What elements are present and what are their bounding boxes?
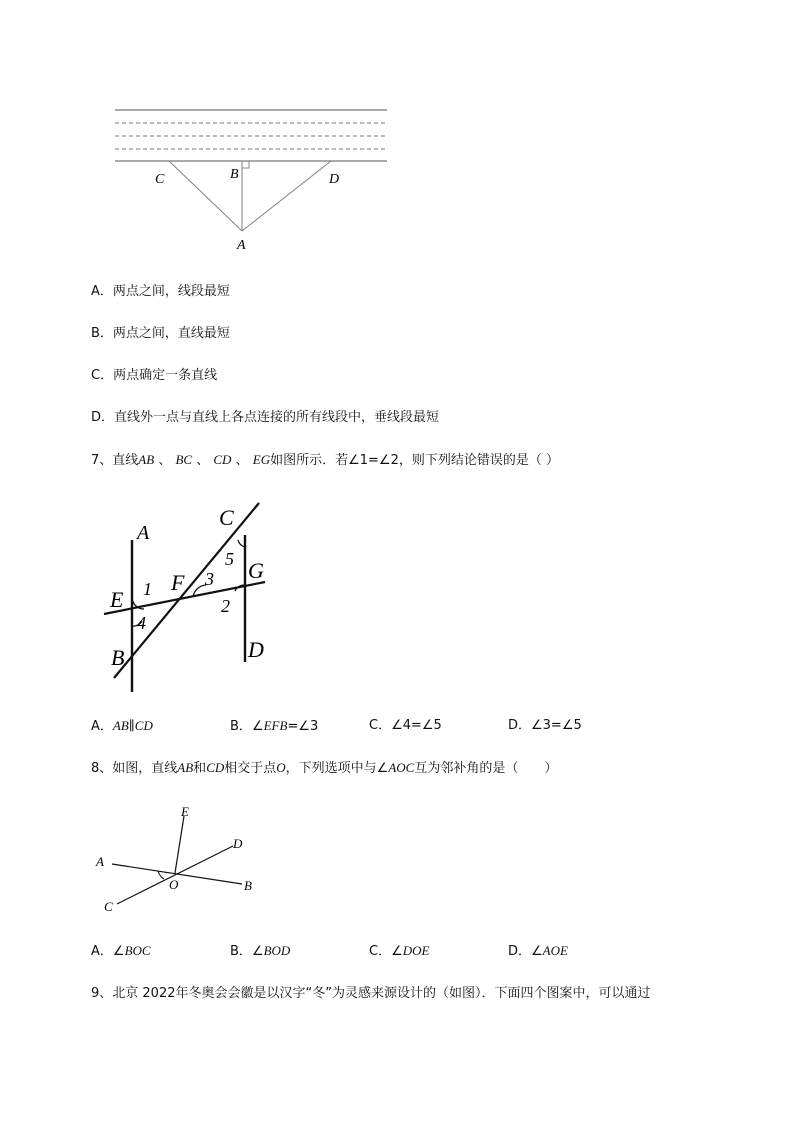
q7-stem (91, 451, 559, 470)
q8-option-a (91, 942, 151, 961)
fig1-label-d: D (329, 172, 340, 187)
q7-fig-angle-3: 3 (205, 569, 214, 589)
fig1-label-b: B (230, 167, 239, 182)
q7-sep: 、 (196, 453, 210, 468)
q8-fig-label-a: A (96, 854, 104, 869)
q8-math-aoc: AOC (388, 760, 415, 775)
q8-option-a-prefix: A．∠ (91, 944, 125, 959)
q8-stem (91, 759, 557, 778)
q7-line-bc: BC (175, 452, 193, 467)
q8-fig-label-d: D (233, 836, 243, 851)
q8-text-5: 互为邻补角的是（ ） (414, 761, 558, 776)
q7-option-b-math: EFB (263, 718, 288, 733)
q7-fig-label-f: F (171, 570, 185, 595)
q7-line-cd: CD (213, 452, 232, 467)
q6-option-c: C．两点确定一条直线 (91, 368, 218, 383)
q7-prefix: 7、直线 (91, 453, 139, 468)
q8-option-d-prefix: D．∠ (508, 944, 543, 959)
q7-suffix: 如图所示．若∠1=∠2，则下列结论错误的是（ ） (270, 453, 559, 468)
q7-line-eg: EG (252, 452, 271, 467)
q7-fig-label-b: B (111, 645, 125, 670)
q7-option-a-math: AB∥CD (112, 718, 153, 733)
q8-option-c-prefix: C．∠ (369, 944, 403, 959)
q8-option-c-math: DOE (402, 943, 430, 958)
q7-option-d: D．∠3=∠5 (508, 718, 582, 733)
q8-fig-label-e: E (181, 804, 189, 819)
q8-fig-label-c: C (104, 899, 113, 914)
q8-option-b-math: BOD (263, 943, 291, 958)
q7-option-a (91, 717, 153, 736)
q8-math-o: O (276, 760, 286, 775)
q7-option-b-prefix: B．∠ (230, 719, 264, 734)
q6-option-a: A．两点之间，线段最短 (91, 284, 230, 299)
q8-math-cd: CD (206, 760, 225, 775)
fig1-label-a: A (237, 238, 246, 253)
q8-text-4: ，下列选项中与∠ (285, 761, 389, 776)
q7-fig-angle-5: 5 (225, 549, 234, 569)
q8-text-1: 8、如图，直线 (91, 761, 178, 776)
q9-stem: 9、北京 2022年冬奥会会徽是以汉字“冬”为灵感来源设计的（如图）．下面四个图案中，可以通过 (91, 986, 651, 1001)
q8-option-b (230, 942, 290, 961)
q7-fig-label-d: D (248, 637, 264, 662)
q7-option-c: C．∠4=∠5 (369, 718, 442, 733)
q8-option-b-prefix: B．∠ (230, 944, 264, 959)
q8-fig-label-o: O (169, 877, 179, 892)
fig1-label-c: C (155, 172, 165, 187)
q8-fig-label-b: B (244, 878, 252, 893)
q8-text-2: 和 (193, 761, 207, 776)
q7-line-ab: AB (138, 452, 155, 467)
q7-fig-label-e: E (110, 587, 124, 612)
q6-option-d: D．直线外一点与直线上各点连接的所有线段中，垂线段最短 (91, 410, 440, 425)
q7-option-a-prefix: A． (91, 719, 113, 734)
q8-option-a-math: BOC (124, 943, 151, 958)
q7-option-b-suffix: =∠3 (287, 719, 319, 734)
q7-fig-label-g: G (248, 558, 264, 583)
q7-fig-angle-2: 2 (221, 596, 230, 616)
q8-math-ab: AB (177, 760, 194, 775)
q8-option-d (508, 942, 568, 961)
q7-fig-label-a: A (137, 522, 150, 544)
q8-option-c (369, 942, 429, 961)
q7-fig-angle-1: 1 (143, 579, 152, 599)
q7-option-b (230, 717, 318, 736)
figure-q7-lines (100, 495, 280, 695)
figure-road-perpendicular (100, 100, 400, 260)
q8-text-3: 相交于点 (224, 761, 277, 776)
q8-option-d-math: AOE (542, 943, 568, 958)
figure-q8-intersecting-lines (90, 800, 270, 920)
q7-fig-label-c: C (219, 505, 234, 530)
q7-sep: 、 (235, 453, 249, 468)
q6-option-b: B．两点之间，直线最短 (91, 326, 230, 341)
q7-sep: 、 (158, 453, 172, 468)
q7-fig-angle-4: 4 (137, 613, 146, 633)
